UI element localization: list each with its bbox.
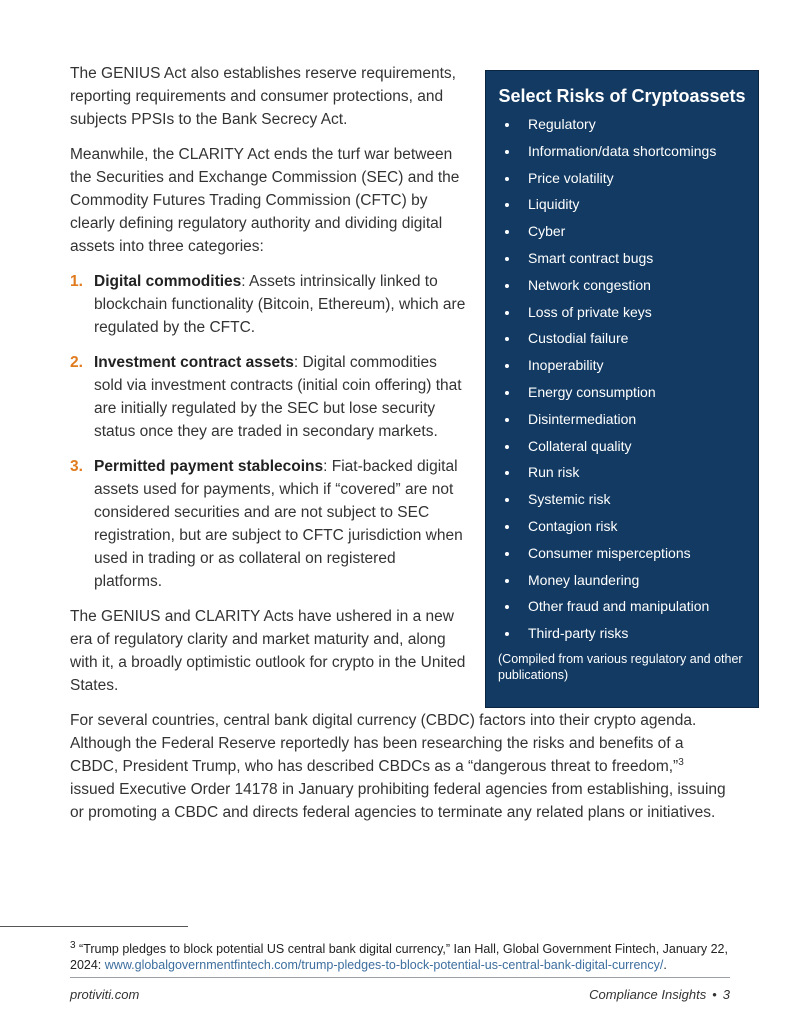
footer-right <box>589 987 730 1003</box>
risk-item: • Inoperability <box>520 356 746 374</box>
footnote-marker: 3 <box>70 939 76 951</box>
category-item <box>70 455 730 593</box>
category-item <box>70 351 730 443</box>
categories-list <box>70 270 730 593</box>
page-number: 3 <box>722 987 730 1002</box>
footer-divider <box>70 977 730 978</box>
risk-item: • Energy consumption <box>520 383 746 401</box>
risk-item: • Collateral quality <box>520 437 746 455</box>
risk-item: • Run risk <box>520 463 746 481</box>
footnote <box>70 941 730 973</box>
category-desc: : Assets intrinsically linked to blockchain functionality (Bitcoin, Ethereum), which are regulated by the CFTC. <box>94 273 466 336</box>
paragraph: The GENIUS Act also establishes reserve requirements, reporting requirements and consumer protections, and subjects PPSIs to the Bank Secrecy Act. <box>70 65 456 128</box>
risk-item: • Smart contract bugs <box>520 249 746 267</box>
paragraph-cbdc <box>70 709 730 824</box>
footnote-divider <box>0 926 188 927</box>
paragraph-text: For several countries, central bank digital currency (CBDC) factors into their crypto agenda. Although the Federal Reserve reportedly has been researching the risks and benefits of a CBDC, President Trump, who has described CBDCs as a “dangerous threat to freedom,” <box>70 712 697 775</box>
footnote-link[interactable]: www.globalgovernmentfintech.com/trump-pledges-to-block-potential-us-central-bank-digital-currency/ <box>104 958 664 972</box>
footer-publication: Compliance Insights <box>589 987 707 1002</box>
sidebar-title: Select Risks of Cryptoassets <box>498 86 746 106</box>
risk-item: • Money laundering <box>520 571 746 589</box>
risk-item: • Other fraud and manipulation <box>520 597 746 615</box>
paragraph: Meanwhile, the CLARITY Act ends the turf war between the Securities and Exchange Commission (SEC) and the Commodity Futures Trading Commission (CFTC) by clearly defining regulatory authority and dividing digital assets into three categories: <box>70 146 460 255</box>
footer-site[interactable]: protiviti.com <box>70 987 140 1002</box>
category-item <box>70 270 730 339</box>
category-term: Digital commodities <box>94 273 242 290</box>
category-desc: : Fiat-backed digital assets used for payments, which if “covered” are not considered securities and are not subject to SEC registration, but are subject to CFTC jurisdiction when used in trading or as collateral on registered platforms. <box>94 458 463 590</box>
risk-item: • Information/data shortcomings <box>520 142 746 160</box>
risk-item: • Contagion risk <box>520 517 746 535</box>
risk-item: • Loss of private keys <box>520 303 746 321</box>
risk-item: • Systemic risk <box>520 490 746 508</box>
risk-item: • Consumer misperceptions <box>520 544 746 562</box>
risk-item: • Disintermediation <box>520 410 746 428</box>
risk-item: • Liquidity <box>520 195 746 213</box>
category-number: 1. <box>70 273 83 290</box>
category-number: 3. <box>70 458 83 475</box>
category-term: Permitted payment stablecoins <box>94 458 324 475</box>
footnote-text: “Trump pledges to block potential US central bank digital currency,” Ian Hall, Global Government Fintech, January 22, 2024: <box>70 942 728 972</box>
paragraph-text: issued Executive Order 14178 in January prohibiting federal agencies from establishing, issuing or promoting a CBDC and directs federal agencies to terminate any related plans or initiatives. <box>70 781 726 821</box>
risk-item: • Third-party risks <box>520 624 746 642</box>
footnote-end: . <box>663 958 667 972</box>
sidebar-note: (Compiled from various regulatory and other publications) <box>498 651 743 682</box>
risk-item: • Cyber <box>520 222 746 240</box>
category-term: Investment contract assets <box>94 354 294 371</box>
category-desc: : Digital commodities sold via investment contracts (initial coin offering) that are initially regulated by the SEC but lose security status once they are traded in secondary markets. <box>94 354 462 440</box>
risk-item: • Custodial failure <box>520 329 746 347</box>
risk-item: • Price volatility <box>520 169 746 187</box>
category-number: 2. <box>70 354 83 371</box>
paragraph: The GENIUS and CLARITY Acts have ushered in a new era of regulatory clarity and market maturity and, along with it, a broadly optimistic outlook for crypto in the United States. <box>70 608 466 694</box>
footer-separator: • <box>712 987 717 1002</box>
page-footer <box>70 987 730 1003</box>
risk-item: • Network congestion <box>520 276 746 294</box>
footnote-ref[interactable]: 3 <box>678 756 684 768</box>
risk-item: • Regulatory <box>520 115 746 133</box>
